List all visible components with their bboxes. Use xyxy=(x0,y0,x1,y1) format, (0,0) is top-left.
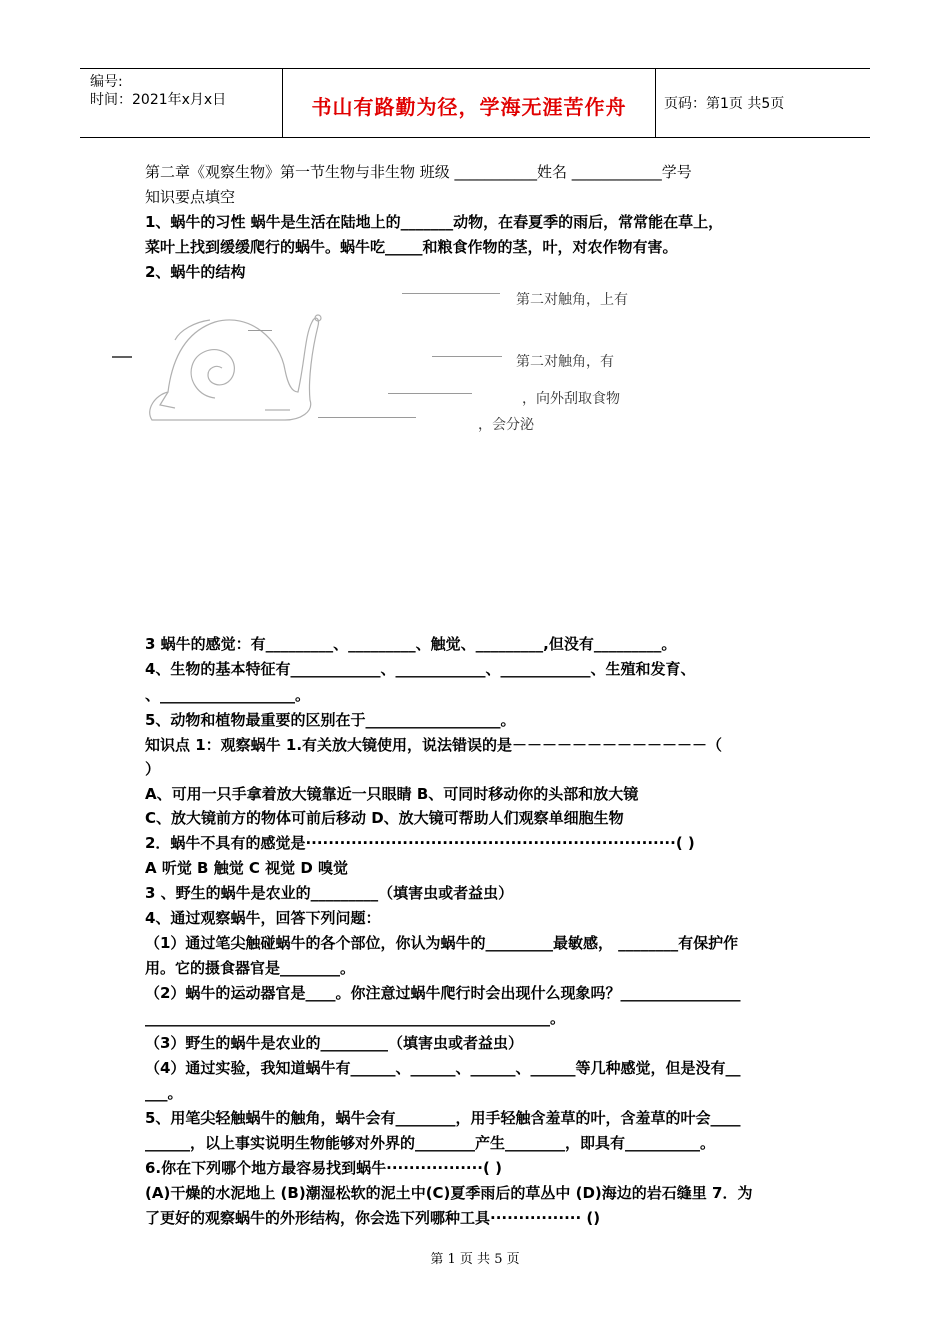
kp-question-7: 了更好的观察蜗牛的外形结构，你会选下列哪种工具················ () xyxy=(145,1209,601,1227)
motto: 书山有路勤为径，学海无涯苦作舟 xyxy=(311,95,627,119)
kp-question-4-4-cont: ___。 xyxy=(145,1084,183,1102)
kp-question-4-2: （2）蜗牛的运动器官是____。你注意过蜗牛爬行时会出现什么现象吗？________________ xyxy=(145,984,741,1002)
pointer-line xyxy=(388,393,472,394)
kp-question-4-4: （4）通过实验，我知道蜗牛有______、______、______、______等几种感觉，但是没有__ xyxy=(145,1059,741,1077)
diagram-label: 第二对触角，上有 xyxy=(516,292,628,308)
diagram-label: 第二对触角，有 xyxy=(516,354,614,370)
kp-question-5: 5、用笔尖轻触蜗牛的触角，蜗牛会有________，用手轻触含羞草的叶，含羞草的叶会____ xyxy=(145,1109,741,1127)
kp-question-6-options: (A)干燥的水泥地上 (B)潮湿松软的泥土中(C)夏季雨后的草丛中 (D)海边的岩石缝里 7．为 xyxy=(145,1184,753,1202)
page-label: 页码：第1页 共5页 xyxy=(664,96,785,112)
question-1-cont: 菜叶上找到缓缓爬行的蜗牛。蜗牛吃_____和粮食作物的茎，叶，对农作物有害。 xyxy=(145,238,678,256)
kp-question-4-3: （3）野生的蜗牛是农业的_________（填害虫或者益虫） xyxy=(145,1034,523,1052)
kp-question-4-2-cont: ______________________________________________________。 xyxy=(145,1009,566,1027)
question-3: 3 蜗牛的感觉：有_________、_________、触觉、_________,但没有_________。 xyxy=(145,635,677,653)
question-5: 5、动物和植物最重要的区别在于__________________。 xyxy=(145,711,516,729)
chapter-title: 第二章《观察生物》第一节生物与非生物 班级 ___________姓名 ____________学号 xyxy=(145,163,692,181)
pointer-line xyxy=(402,293,500,294)
pointer-line xyxy=(432,356,502,357)
kp-question-2-options: A 听觉 B 触觉 C 视觉 D 嗅觉 xyxy=(145,859,349,877)
pointer-line xyxy=(318,417,416,418)
knowledge-point-1-cont: ） xyxy=(145,760,161,778)
options-cd: C、放大镜前方的物体可前后移动 D、放大镜可帮助人们观察单细胞生物 xyxy=(145,809,624,827)
page-footer: 第 1 页 共 5 页 xyxy=(430,1252,520,1267)
kp-question-2: 2．蜗牛不具有的感觉是·································································( ) xyxy=(145,834,695,852)
question-2: 2、蜗牛的结构 xyxy=(145,263,246,281)
kp-question-6: 6.你在下列哪个地方最容易找到蜗牛·················( ) xyxy=(145,1159,502,1177)
number-label: 编号: xyxy=(90,74,123,90)
kp-question-5-cont: ______，以上事实说明生物能够对外界的________产生________，即具有__________。 xyxy=(145,1134,716,1152)
kp-question-4-1-cont: 用。它的摄食器官是________。 xyxy=(145,959,356,977)
time-label: 时间：2021年x月x日 xyxy=(90,92,227,108)
knowledge-point-1: 知识点 1：观察蜗牛 1.有关放大镜使用，说法错误的是－－－－－－－－－－－－－（ xyxy=(145,736,723,754)
pointer-line xyxy=(248,330,272,331)
kp-question-4-1: （1）通过笔尖触碰蜗牛的各个部位，你认为蜗牛的_________最敏感， ________有保护作 xyxy=(145,934,739,952)
question-1: 1、蜗牛的习性 蜗牛是生活在陆地上的_______动物，在春夏季的雨后，常常能在草上， xyxy=(145,213,724,231)
kp-question-3: 3 、野生的蜗牛是农业的_________（填害虫或者益虫） xyxy=(145,884,514,902)
question-4: 4、生物的基本特征有____________、____________、____________、生殖和发育、 xyxy=(145,660,696,678)
question-4-cont: 、__________________。 xyxy=(145,686,311,704)
kp-question-4: 4、通过观察蜗牛，回答下列问题： xyxy=(145,909,381,927)
diagram-label: ，向外刮取食物 xyxy=(522,391,620,407)
section-heading: 知识要点填空 xyxy=(145,188,236,206)
diagram-label: ，会分泌 xyxy=(478,417,534,433)
options-ab: A、可用一只手拿着放大镜靠近一只眼睛 B、可同时移动你的头部和放大镜 xyxy=(145,785,639,803)
